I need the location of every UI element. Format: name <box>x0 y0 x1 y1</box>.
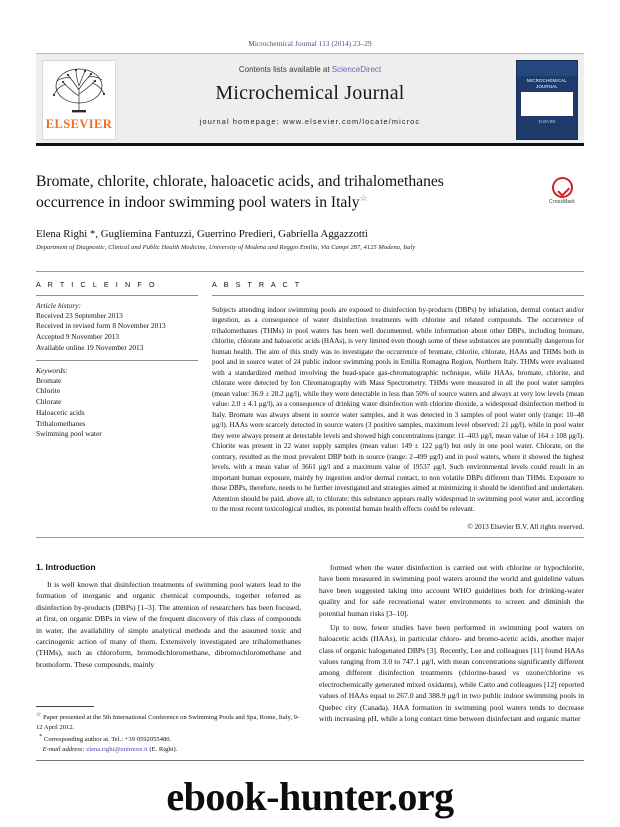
elsevier-wordmark: ELSEVIER <box>45 117 113 131</box>
abstract-copyright: © 2013 Elsevier B.V. All rights reserved. <box>467 522 584 531</box>
article-history-item: Accepted 9 November 2013 <box>36 332 120 342</box>
article-info-column <box>36 280 198 531</box>
author-list: Elena Righi *, Gugliemina Fantuzzi, Guerrino Predieri, Gabriella Aggazzotti <box>36 227 368 240</box>
intro-paragraph-right-2: Up to now, fewer studies have been performed in swimming pool waters on haloacetic acids (HAAs), in particular chloro- and bromo-acetic acids, another major class of organic halogenated DBPs [3]. Recently, Lee and colleagues [11] found HAAs values ranging from 3.0 to 747.1 μg/l, with mean concentrations significantly different among different disinfection treatments (chlorine-based vs ozone/chlorine vs electrochemically generated mixed oxidants), while Catto and colleagues [12] reported values of HAAs equal to 267.0 and 388.9 μg/l in two public indoor swimming pools in Quebec city (Canada). HAA formation in swimming pool waters tends to decrease with increasing pH, while a long contact time between disinfectant and organic matter <box>319 622 584 724</box>
cover-footer-text: ELSEVIER <box>538 120 556 124</box>
title-block <box>36 172 584 214</box>
title-footnote-marker[interactable]: ☆ <box>359 192 368 203</box>
crossmark-label: CrossMark <box>549 199 575 206</box>
footnote-conference <box>36 711 302 732</box>
article-history-item: Received 23 September 2013 <box>36 310 123 320</box>
footnotes-block <box>36 706 302 756</box>
intro-paragraph-right-1: formed when the water disinfection is carried out with chlorine or hypochlorite, have been measured in swimming pool waters around the world and guideline values have been suggested taking into account WHO guidelines both for drinking-water quality and for safe recreational water environments to screen and diminish the potential human risks [3–10]. <box>319 562 584 618</box>
crossmark-check-icon <box>552 177 573 198</box>
footnote-corresponding-text: Corresponding author at. Tel.: +39 0592055480. <box>43 736 172 744</box>
abstract-rule <box>212 295 584 296</box>
body-columns <box>36 562 584 727</box>
running-head: Microchemical Journal 113 (2014) 23–29 <box>248 40 372 48</box>
abstract-column <box>212 280 584 531</box>
info-abstract-zone <box>36 271 584 538</box>
email-suffix: (E. Righi). <box>149 746 178 754</box>
intro-paragraph-left-1: It is well known that disinfection treatments of swimming pool waters lead to the formation of inorganic and organic chemical compounds, together referred as disinfection by-products (DBPs) [1–3]. The attention of researchers has been focused, at first, on organic DBPs in view of the frequent discovery of this class of compounds in water, the availability of simple analytical methods and the assumed toxic and carcinogenic action of many of them. Extensively investigated are trihalomethanes (THMs), such as chloroform, bromodichloromethane, dibromochloromethane and bromoform. These compounds, mainly <box>36 579 301 669</box>
keywords-label: Keywords: <box>36 365 68 375</box>
page-title <box>36 172 506 214</box>
article-history-item: Available online 19 November 2013 <box>36 342 144 352</box>
footnote-conference-text: Paper presented at the 5th International Conference on Swimming Pools and Spa, Rome, Italy, 9-12 April 2012. <box>36 714 300 731</box>
crossmark-badge[interactable] <box>540 174 584 208</box>
keyword-item: Haloacetic acids <box>36 407 85 417</box>
journal-masthead <box>36 54 584 146</box>
footnote-corresponding-author <box>36 733 302 745</box>
article-info-heading: A R T I C L E I N F O <box>36 279 158 289</box>
title-line-2: occurrence in indoor swimming pool waters in Italy <box>36 193 360 211</box>
contents-line <box>36 54 584 74</box>
body-column-left <box>36 562 301 727</box>
elsevier-logo <box>42 60 116 140</box>
body-column-right <box>319 562 584 727</box>
keyword-item: Trihalomethanes <box>36 418 86 428</box>
keyword-item: Swimming pool water <box>36 429 102 439</box>
title-line-1: Bromate, chlorite, chlorate, haloacetic acids, and trihalomethanes <box>36 173 444 190</box>
article-history-item: Received in revised form 8 November 2013 <box>36 321 166 331</box>
contents-prefix: Contents lists available at <box>238 65 332 74</box>
article-history-label: Article history: <box>36 300 81 310</box>
section-title-introduction: 1. Introduction <box>36 561 96 572</box>
journal-cover-thumbnail <box>516 60 578 140</box>
affiliation: Department of Diagnostic, Clinical and Public Health Medicine, University of Modena and Reggio Emilia, Via Campi 287, 4125 Modena, Italy <box>36 243 416 251</box>
cover-title-text: MICROCHEMICAL JOURNAL <box>527 78 567 89</box>
bottom-bar-rule <box>36 760 584 761</box>
footnote-separator-rule <box>36 706 94 707</box>
abstract-text: Subjects attending indoor swimming pools are exposed to disinfection by-products (DBPs) by inhalation, dermal contact and/or ingestion, as a consequence of water disinfection treatments with chlorine and related compounds. The occurrence of trihalomethanes (THMs) in pool waters has been well documented, while information about other DBPs, including bromate, chlorite, chlorate and haloacetic acids (HAAs), is very limited even though some of these substances are potentially dangerous for human health. The aim of this study was to investigate the occurrence of bromate, chlorite, chlorate, HAAs and THMs both in pool and in source water of 24 public indoor swimming pools in Emilia Romagna Region, Northern Italy. THMs were evaluated with a standardized method involving the head-space gas-chromatographic technique, while HAAs, bromate, chlorite, and chlorate were detected by Ion Chromatography with Mass Spectrometry. THMs were measured in all the pool water samples (mean value: 36.9 ± 28.2 μg/l), while they were detectable in less than 50% of source waters and always at very low levels (mean value: 2.0 ± 4.1 μg/l), as a consequence of drinking water disinfection with chlorine dioxide, a widespread disinfection method in Italy. Bromate was always absent in source water samples, and it was detected in 3 samples of pool water only (range: 10–48 μg/l). HAAs were scarcely detected in source waters (3 positive samples, maximum level observed: 21 μg/l), while in pool water they were always present at detectable levels and showed high concentrations (range: 11–403 μg/l, mean value of 164 ± 108 μg/l). Chlorite was present in 22 water supply samples (mean value: 149 ± 122 μg/l) but only in one pool water. Chlorate, on the contrary, resulted as the most prevalent DBP both in source (range: 2–499 μg/l) and in pool waters, where it showed the highest levels, with a mean value of 3661 μg/l and a maximum value of 19537 μg/l. Such environmental levels could result in an important human exposure, mainly by ingestion and/or dermal contact, to non volatile DBPs different than THMs. Exposure to those DBPs, therefore, needs to be further investigated and strategies aimed at minimizing it should be identified and undertaken. Attention should be paid, above all, to chlorate: this substance appears really widespread in swimming pool water and, according to the most recent toxicological studies, its potential human health effects could be relevant. <box>212 305 584 514</box>
footnote-email <box>36 745 302 754</box>
infozone-bottom-rule <box>36 537 584 538</box>
footnote-asterisk-marker: * <box>39 733 43 740</box>
abstract-heading: A B S T R A C T <box>212 279 302 289</box>
keywords-rule <box>36 360 198 361</box>
keyword-item: Chlorite <box>36 386 61 396</box>
email-label: E-mail address: <box>42 746 85 754</box>
article-info-rule <box>36 295 198 296</box>
sciencedirect-link[interactable]: ScienceDirect <box>331 65 382 74</box>
keyword-item: Bromate <box>36 375 62 385</box>
journal-homepage-link[interactable]: journal homepage: www.elsevier.com/locate/microc <box>199 117 421 126</box>
journal-title: Microchemical Journal <box>215 82 405 104</box>
email-link[interactable]: elena.righi@unimore.it <box>86 746 148 754</box>
keyword-item: Chlorate <box>36 397 62 407</box>
footnote-star-marker: ☆ <box>36 712 42 718</box>
watermark-text: ebook-hunter.org <box>0 765 620 827</box>
elsevier-tree-icon <box>46 62 112 116</box>
